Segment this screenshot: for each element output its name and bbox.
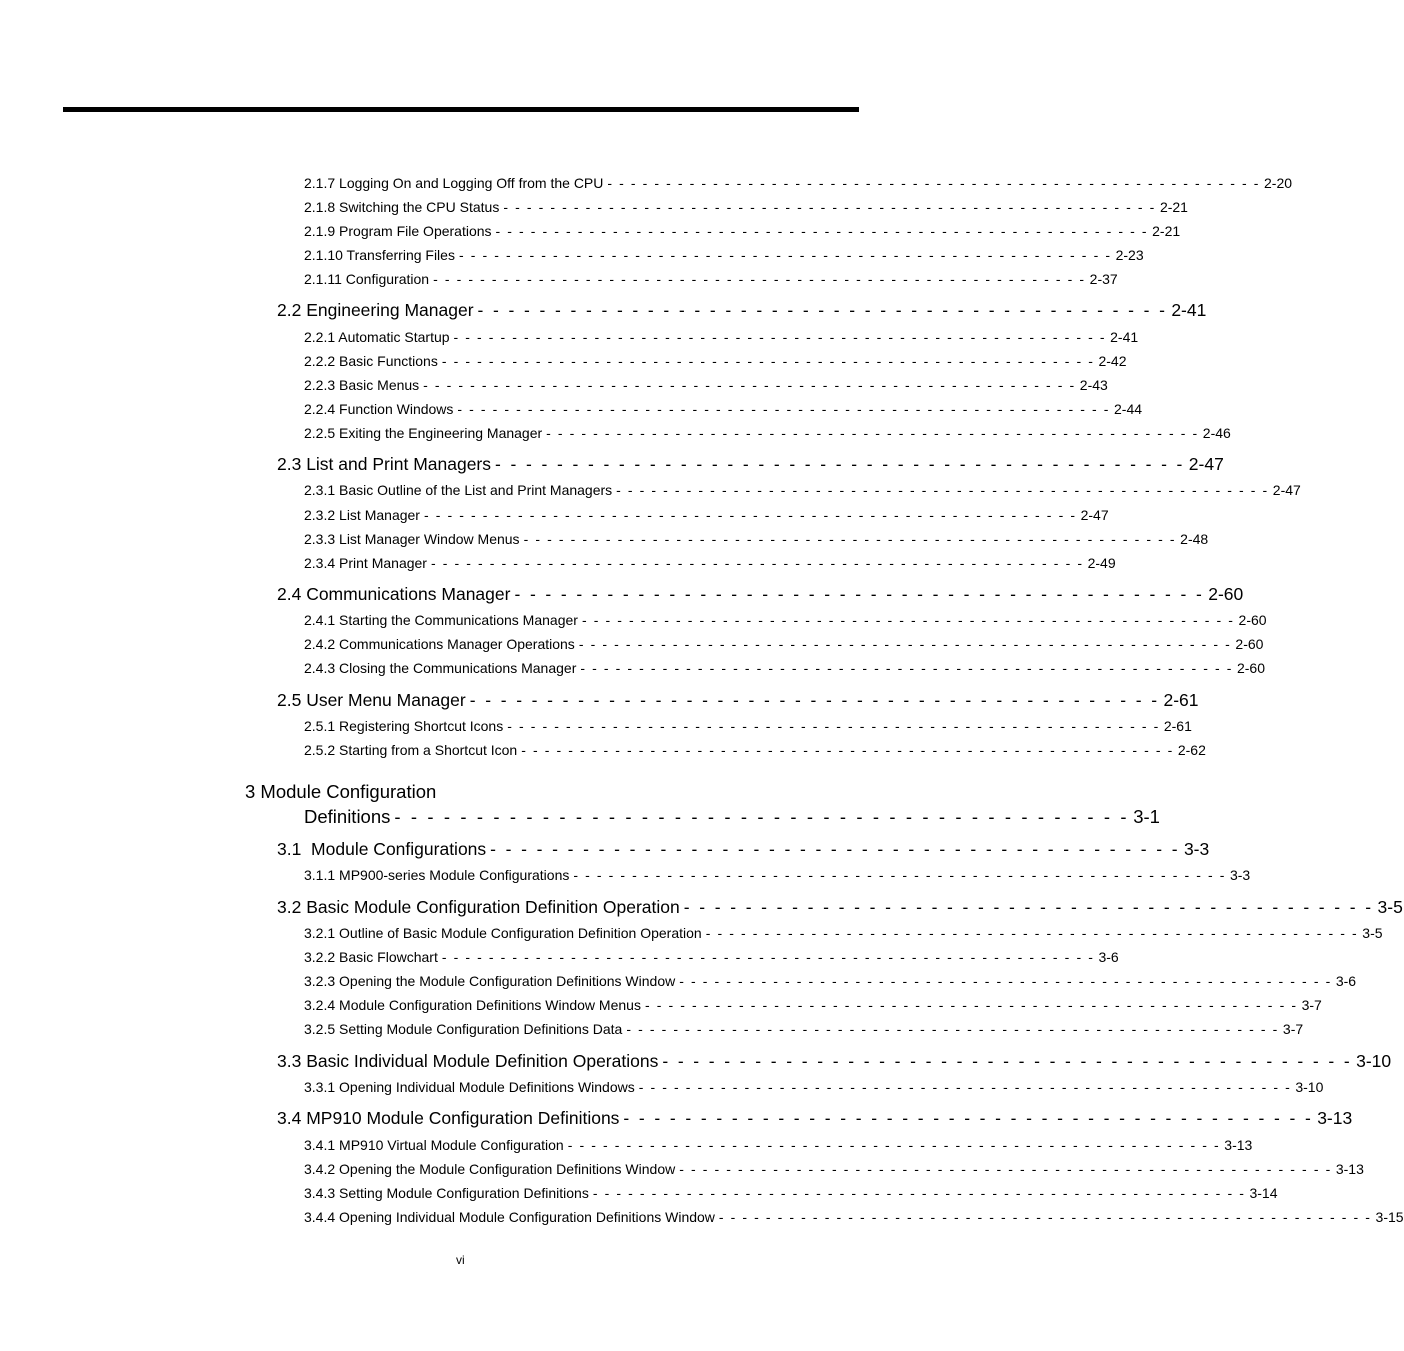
toc-entry-page: 2-23 <box>1115 247 1144 263</box>
toc-entry-title: 2.1.8 Switching the CPU Status <box>304 199 500 215</box>
toc-entry-title: 2.1.10 Transferring Files <box>304 247 455 263</box>
toc-entry[interactable] <box>304 718 1192 734</box>
toc-section-page: 2-60 <box>1208 584 1244 604</box>
toc-entry-page: 2-20 <box>1264 175 1293 191</box>
dot-leader: - - - - - - - - - - - - - - - - - - - - - - - - - - - - - - - - - - - - - - - - - - - - - - - - - - - - - - - - <box>578 636 1232 652</box>
toc-entry[interactable] <box>304 1079 1324 1095</box>
page-number: vi <box>456 1253 465 1267</box>
toc-entry[interactable] <box>304 660 1266 676</box>
toc-entry-title: 2.2.4 Function Windows <box>304 401 454 417</box>
toc-section-title: 3.2 Basic Module Configuration Definition Operation <box>277 897 680 917</box>
toc-entry[interactable] <box>304 223 1181 239</box>
toc-section-title: 2.2 Engineering Manager <box>277 300 474 320</box>
dot-leader: - - - - - - - - - - - - - - - - - - - - - - - - - - - - - - - - - - - - - - - - - - - - - - - - - - - - - - - - <box>521 742 1174 758</box>
dot-leader: - - - - - - - - - - - - - - - - - - - - - - - - - - - - - - - - - - - - - - - - - - - - - - - - - - - - - - - - <box>423 507 1077 523</box>
toc-entry-page: 2-61 <box>1163 718 1192 734</box>
chapter-entry[interactable] <box>304 806 1160 828</box>
toc-entry-page: 2-46 <box>1202 425 1231 441</box>
dot-leader: - - - - - - - - - - - - - - - - - - - - - - - - - - - - - - - - - - - - - - - - - - - - - - - - - - - - - - - - <box>458 247 1112 263</box>
dot-leader: - - - - - - - - - - - - - - - - - - - - - - - - - - - - - - - - - - - - - - - - - - - - - - - - - - - - - - - - <box>718 1209 1372 1225</box>
toc-section[interactable] <box>277 839 1210 860</box>
dot-leader: - - - - - - - - - - - - - - - - - - - - - - - - - - - - - - - - - - - - - - - - - - - - - <box>469 690 1160 710</box>
toc-entry-title: 2.3.4 Print Manager <box>304 555 427 571</box>
toc-entry-page: 3-7 <box>1282 1021 1304 1037</box>
toc-entry[interactable] <box>304 1021 1304 1037</box>
toc-entry[interactable] <box>304 507 1109 523</box>
dot-leader: - - - - - - - - - - - - - - - - - - - - - - - - - - - - - - - - - - - - - - - - - - - - - - - - - - - - - - - - <box>592 1185 1246 1201</box>
toc-entry-page: 3-15 <box>1375 1209 1404 1225</box>
toc-section-title: 2.3 List and Print Managers <box>277 454 492 474</box>
toc-entry[interactable] <box>304 1137 1253 1153</box>
toc-entry[interactable] <box>304 199 1188 215</box>
toc-entry[interactable] <box>304 973 1357 989</box>
dot-leader: - - - - - - - - - - - - - - - - - - - - - - - - - - - - - - - - - - - - - - - - - - - - - <box>477 300 1168 320</box>
toc-entry-title: 2.2.5 Exiting the Engineering Manager <box>304 425 543 441</box>
toc-entry-page: 2-43 <box>1079 377 1108 393</box>
toc-entry[interactable] <box>304 1209 1404 1225</box>
toc-section-title: 2.5 User Menu Manager <box>277 690 466 710</box>
toc-section-title: 3.4 MP910 Module Configuration Definitions <box>277 1108 620 1128</box>
toc-section[interactable] <box>277 897 1403 918</box>
toc-section-title: 2.4 Communications Manager <box>277 584 511 604</box>
chapter-title-continued: Definitions <box>304 806 391 827</box>
toc-entry-title: 2.2.3 Basic Menus <box>304 377 420 393</box>
toc-entry-title: 3.4.4 Opening Individual Module Configuration Definitions Window <box>304 1209 715 1225</box>
toc-entry-title: 2.5.1 Registering Shortcut Icons <box>304 718 504 734</box>
toc-entry-page: 2-21 <box>1152 223 1181 239</box>
toc-entry-page: 2-48 <box>1180 531 1209 547</box>
toc-section-page: 2-41 <box>1171 300 1207 320</box>
toc-entry-page: 3-6 <box>1335 973 1357 989</box>
toc-entry[interactable] <box>304 175 1293 191</box>
toc-entry[interactable] <box>304 1161 1364 1177</box>
dot-leader: - - - - - - - - - - - - - - - - - - - - - - - - - - - - - - - - - - - - - - - - - - - - - - - - - - - - - - - - <box>503 199 1156 215</box>
dot-leader: - - - - - - - - - - - - - - - - - - - - - - - - - - - - - - - - - - - - - - - - - - - - - - - - - - - - - - - - <box>679 973 1332 989</box>
dot-leader: - - - - - - - - - - - - - - - - - - - - - - - - - - - - - - - - - - - - - - - - - - - - - - - - - - - - - - - - <box>607 175 1260 191</box>
dot-leader: - - - - - - - - - - - - - - - - - - - - - - - - - - - - - - - - - - - - - - - - - - - - - <box>662 1051 1353 1071</box>
toc-entry[interactable] <box>304 925 1383 941</box>
toc-section-page: 2-47 <box>1188 454 1224 474</box>
header-rule <box>63 107 859 112</box>
toc-entry-page: 2-21 <box>1159 199 1188 215</box>
dot-leader: - - - - - - - - - - - - - - - - - - - - - - - - - - - - - - - - - - - - - - - - - - - - - - - - - - - - - - - - <box>638 1079 1292 1095</box>
toc-entry-title: 2.4.3 Closing the Communications Manager <box>304 660 577 676</box>
dot-leader: - - - - - - - - - - - - - - - - - - - - - - - - - - - - - - - - - - - - - - - - - - - - - - - - - - - - - - - - <box>679 1161 1332 1177</box>
toc-entry-page: 2-60 <box>1236 660 1266 676</box>
toc-entry-page: 3-13 <box>1224 1137 1253 1153</box>
toc-entry-title: 2.2.2 Basic Functions <box>304 353 438 369</box>
toc-section-page: 3-10 <box>1356 1051 1392 1071</box>
dot-leader: - - - - - - - - - - - - - - - - - - - - - - - - - - - - - - - - - - - - - - - - - - - - - - - - - - - - - - - - <box>644 997 1298 1013</box>
toc-section-title: 3.3 Basic Individual Module Definition Operations <box>277 1051 659 1071</box>
toc-section[interactable] <box>277 300 1207 321</box>
toc-entry-title: 2.3.3 List Manager Window Menus <box>304 531 520 547</box>
toc-entry-title: 3.2.1 Outline of Basic Module Configuration Definition Operation <box>304 925 702 941</box>
toc-entry[interactable] <box>304 867 1251 883</box>
toc-entry-page: 2-42 <box>1098 353 1127 369</box>
toc-section-title: 3.1 Module Configurations <box>277 839 487 859</box>
toc-entry-page: 3-3 <box>1229 867 1251 883</box>
dot-leader: - - - - - - - - - - - - - - - - - - - - - - - - - - - - - - - - - - - - - - - - - - - - - <box>394 806 1130 827</box>
toc-entry-page: 3-6 <box>1098 949 1119 965</box>
toc-entry[interactable] <box>304 612 1267 628</box>
dot-leader: - - - - - - - - - - - - - - - - - - - - - - - - - - - - - - - - - - - - - - - - - - - - - <box>495 454 1185 474</box>
toc-entry-title: 3.4.3 Setting Module Configuration Definitions <box>304 1185 589 1201</box>
toc-entry-page: 2-37 <box>1089 271 1118 287</box>
toc-entry-title: 2.4.2 Communications Manager Operations <box>304 636 575 652</box>
toc-entry[interactable] <box>304 531 1209 547</box>
dot-leader: - - - - - - - - - - - - - - - - - - - - - - - - - - - - - - - - - - - - - - - - - - - - - <box>490 839 1180 859</box>
toc-entry[interactable] <box>304 247 1144 263</box>
toc-section-page: 3-5 <box>1377 897 1403 917</box>
dot-leader: - - - - - - - - - - - - - - - - - - - - - - - - - - - - - - - - - - - - - - - - - - - - - - - - - - - - - - - - <box>626 1021 1279 1037</box>
toc-section-page: 3-3 <box>1183 839 1210 859</box>
dot-leader: - - - - - - - - - - - - - - - - - - - - - - - - - - - - - - - - - - - - - - - - - - - - - - - - - - - - - - - - <box>567 1137 1221 1153</box>
toc-entry[interactable] <box>304 377 1108 393</box>
toc-entry[interactable] <box>304 949 1119 965</box>
toc-entry-title: 2.2.1 Automatic Startup <box>304 329 450 345</box>
dot-leader: - - - - - - - - - - - - - - - - - - - - - - - - - - - - - - - - - - - - - - - - - - - - - - - - - - - - - - - - <box>581 612 1235 628</box>
toc-entry-page: 2-41 <box>1110 329 1139 345</box>
toc-entry-title: 3.1.1 MP900-series Module Configurations <box>304 867 570 883</box>
toc-section[interactable] <box>277 1051 1392 1072</box>
toc-entry-title: 2.1.9 Program File Operations <box>304 223 492 239</box>
toc-entry-title: 3.4.1 MP910 Virtual Module Configuration <box>304 1137 564 1153</box>
toc-section[interactable] <box>277 1108 1353 1129</box>
toc-entry[interactable] <box>304 401 1143 417</box>
dot-leader: - - - - - - - - - - - - - - - - - - - - - - - - - - - - - - - - - - - - - - - - - - - - - <box>623 1108 1314 1128</box>
toc-entry-title: 2.1.7 Logging On and Logging Off from the CPU <box>304 175 604 191</box>
toc-entry-title: 3.2.3 Opening the Module Configuration Definitions Window <box>304 973 676 989</box>
toc-entry-page: 2-47 <box>1080 507 1109 523</box>
toc-entry-title: 3.3.1 Opening Individual Module Definitions Windows <box>304 1079 635 1095</box>
toc-entry[interactable] <box>304 329 1139 345</box>
toc-entry-page: 2-49 <box>1087 555 1116 571</box>
toc-entry[interactable] <box>304 482 1301 498</box>
dot-leader: - - - - - - - - - - - - - - - - - - - - - - - - - - - - - - - - - - - - - - - - - - - - - - - - - - - - - - - - <box>453 329 1107 345</box>
toc-entry[interactable] <box>304 997 1322 1013</box>
toc-entry[interactable] <box>304 742 1206 758</box>
toc-section[interactable] <box>277 454 1224 475</box>
chapter-title[interactable]: 3 Module Configuration <box>245 781 437 802</box>
dot-leader: - - - - - - - - - - - - - - - - - - - - - - - - - - - - - - - - - - - - - - - - - - - - - - - - - - - - - - - - <box>433 271 1086 287</box>
toc-entry-title: 2.3.1 Basic Outline of the List and Print Managers <box>304 482 613 498</box>
toc-entry[interactable] <box>304 1185 1278 1201</box>
toc-entry-title: 2.5.2 Starting from a Shortcut Icon <box>304 742 518 758</box>
toc-entry[interactable] <box>304 353 1127 369</box>
toc-entry-title: 2.4.1 Starting the Communications Manager <box>304 612 578 628</box>
dot-leader: - - - - - - - - - - - - - - - - - - - - - - - - - - - - - - - - - - - - - - - - - - - - - - - - - - - - - - - - <box>580 660 1233 676</box>
toc-entry[interactable] <box>304 425 1231 441</box>
toc-entry-page: 2-44 <box>1114 401 1143 417</box>
toc-entry-title: 3.2.5 Setting Module Configuration Definitions Data <box>304 1021 623 1037</box>
toc-entry[interactable] <box>304 555 1116 571</box>
dot-leader: - - - - - - - - - - - - - - - - - - - - - - - - - - - - - - - - - - - - - - - - - - - - - - - - - - - - - - - - <box>523 531 1177 547</box>
toc-entry-page: 2-60 <box>1235 636 1264 652</box>
dot-leader: - - - - - - - - - - - - - - - - - - - - - - - - - - - - - - - - - - - - - - - - - - - - - - - - - - - - - - - - <box>441 949 1095 965</box>
dot-leader: - - - - - - - - - - - - - - - - - - - - - - - - - - - - - - - - - - - - - - - - - - - - - <box>683 897 1374 917</box>
toc-section[interactable] <box>277 584 1244 605</box>
toc-entry-page: 2-47 <box>1272 482 1301 498</box>
dot-leader: - - - - - - - - - - - - - - - - - - - - - - - - - - - - - - - - - - - - - - - - - - - - - - - - - - - - - - - - <box>441 353 1095 369</box>
toc-entry-title: 2.3.2 List Manager <box>304 507 420 523</box>
toc-entry-page: 2-60 <box>1238 612 1267 628</box>
dot-leader: - - - - - - - - - - - - - - - - - - - - - - - - - - - - - - - - - - - - - - - - - - - - - - - - - - - - - - - - <box>423 377 1076 393</box>
toc-entry-page: 3-7 <box>1301 997 1322 1013</box>
toc-entry-page: 3-5 <box>1362 925 1383 941</box>
dot-leader: - - - - - - - - - - - - - - - - - - - - - - - - - - - - - - - - - - - - - - - - - - - - - <box>514 584 1205 604</box>
toc-entry[interactable] <box>304 271 1118 287</box>
dot-leader: - - - - - - - - - - - - - - - - - - - - - - - - - - - - - - - - - - - - - - - - - - - - - - - - - - - - - - - - <box>616 482 1269 498</box>
dot-leader: - - - - - - - - - - - - - - - - - - - - - - - - - - - - - - - - - - - - - - - - - - - - - - - - - - - - - - - - <box>495 223 1149 239</box>
toc-section-page: 3-13 <box>1317 1108 1353 1128</box>
toc-entry-page: 3-14 <box>1249 1185 1278 1201</box>
toc-entry-page: 3-10 <box>1295 1079 1324 1095</box>
dot-leader: - - - - - - - - - - - - - - - - - - - - - - - - - - - - - - - - - - - - - - - - - - - - - - - - - - - - - - - - <box>705 925 1359 941</box>
toc-entry[interactable] <box>304 636 1264 652</box>
dot-leader: - - - - - - - - - - - - - - - - - - - - - - - - - - - - - - - - - - - - - - - - - - - - - - - - - - - - - - - - <box>573 867 1226 883</box>
toc-entry-title: 3.2.4 Module Configuration Definitions Window Menus <box>304 997 641 1013</box>
toc-entry-page: 2-62 <box>1177 742 1206 758</box>
toc-entry-page: 3-13 <box>1335 1161 1364 1177</box>
toc-entry-title: 3.4.2 Opening the Module Configuration Definitions Window <box>304 1161 676 1177</box>
toc-section-page: 2-61 <box>1163 690 1199 710</box>
dot-leader: - - - - - - - - - - - - - - - - - - - - - - - - - - - - - - - - - - - - - - - - - - - - - - - - - - - - - - - - <box>457 401 1111 417</box>
dot-leader: - - - - - - - - - - - - - - - - - - - - - - - - - - - - - - - - - - - - - - - - - - - - - - - - - - - - - - - - <box>507 718 1160 734</box>
toc-entry-title: 3.2.2 Basic Flowchart <box>304 949 438 965</box>
dot-leader: - - - - - - - - - - - - - - - - - - - - - - - - - - - - - - - - - - - - - - - - - - - - - - - - - - - - - - - - <box>430 555 1084 571</box>
toc-section[interactable] <box>277 690 1199 711</box>
chapter-page: 3-1 <box>1133 806 1160 827</box>
toc-entry-title: 2.1.11 Configuration <box>304 271 430 287</box>
dot-leader: - - - - - - - - - - - - - - - - - - - - - - - - - - - - - - - - - - - - - - - - - - - - - - - - - - - - - - - - <box>546 425 1199 441</box>
